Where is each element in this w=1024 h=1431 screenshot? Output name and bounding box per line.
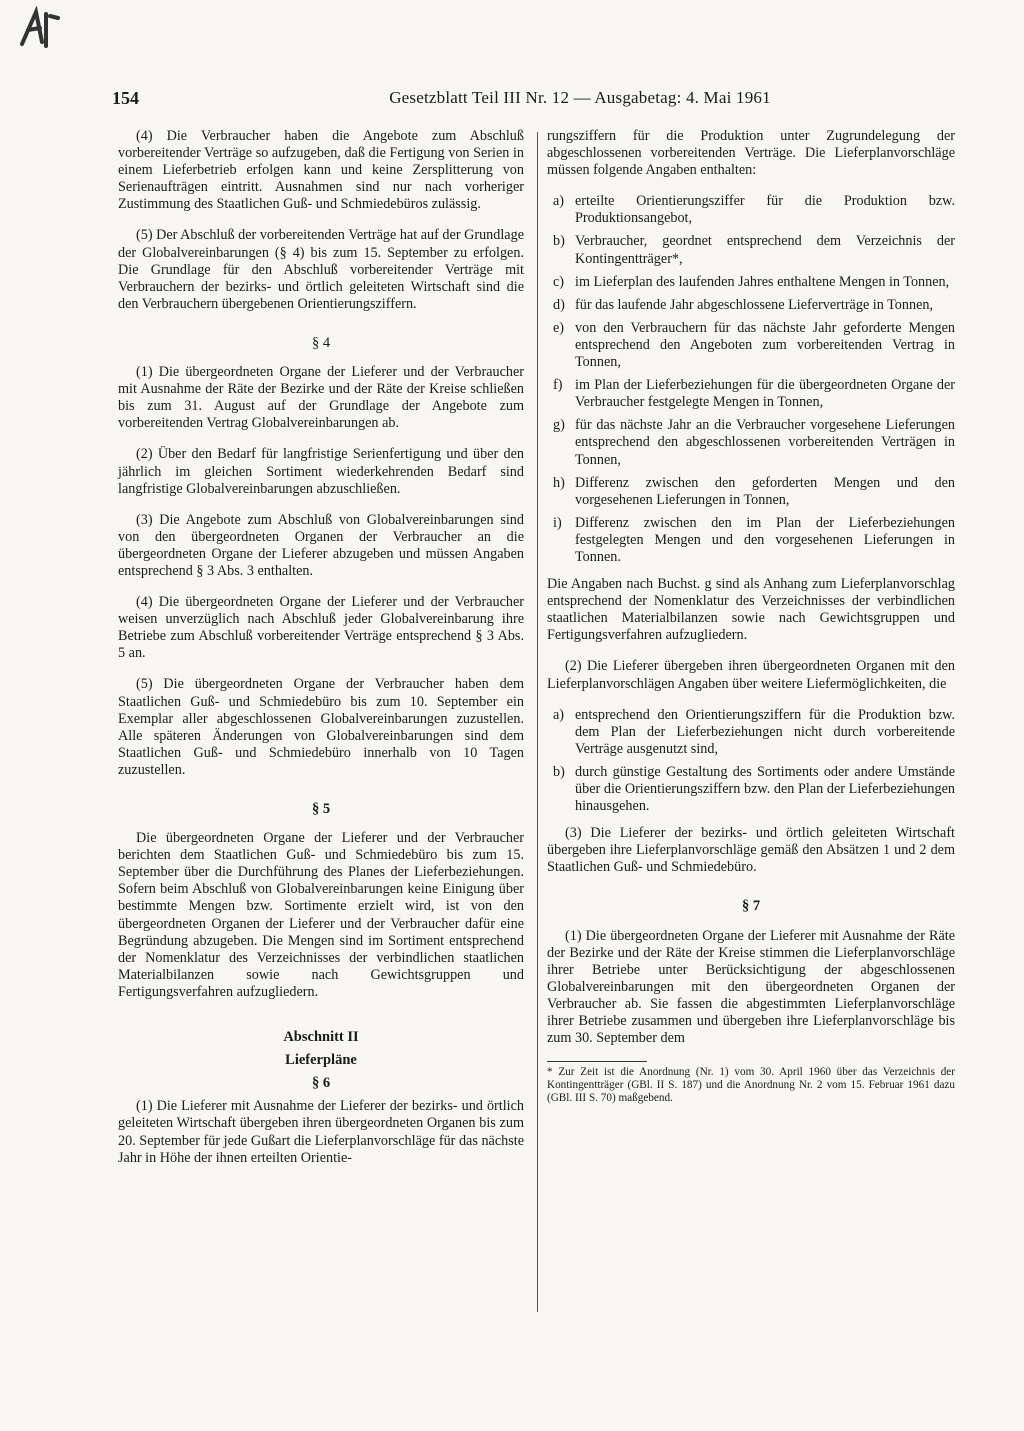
- list-text: Differenz zwischen den geforderten Mengen und den vorgesehenen Lieferungen in Tonnen,: [575, 474, 955, 508]
- list-marker: e): [553, 319, 565, 336]
- requirements-list: [547, 193, 955, 566]
- section-heading: § 6: [311, 1075, 331, 1092]
- list-text: erteilte Orientierungsziffer für die Produktion bzw. Produktionsangebot,: [575, 193, 955, 227]
- paragraph: rungsziffern für die Produktion unter Zugrundelegung der abgeschlossenen vorbereitenden Verträge. Die Lieferplanvorschläge müssen folgende Angaben enthalten:: [547, 128, 955, 179]
- list-item: [547, 764, 955, 815]
- list-text: Differenz zwischen den im Plan der Lieferbeziehungen festgelegten Mengen und den vorgesehenen Lieferungen in Tonnen.: [575, 514, 955, 565]
- paragraph: (4) Die Verbraucher haben die Angebote zum Abschluß vorbereitender Verträge so aufzugeben, daß die Fertigung von Serien in einem Lieferbetrieb erfolgen kann und keine Zersplitterung von Serienaufträgen eintritt. Ausnahmen sind nur nach vorheriger Zustimmung des Staatlichen Guß- und Schmiedebüros zulässig.: [118, 128, 524, 213]
- list-marker: h): [553, 474, 565, 491]
- section-heading: § 5: [311, 801, 331, 817]
- part-title: Lieferpläne: [285, 1052, 357, 1069]
- list-text: durch günstige Gestaltung des Sortiments oder andere Umstände über die Orientierungsziffern bzw. den Plan der Lieferbeziehungen hinausgehen.: [575, 763, 955, 815]
- list-item: [547, 193, 955, 227]
- list-text: für das nächste Jahr an die Verbraucher vorgesehene Lieferungen entsprechend den abgeschlossenen vorbereitenden Verträgen in Tonnen,: [575, 417, 955, 468]
- paragraph: (5) Die übergeordneten Organe der Verbraucher haben dem Staatlichen Guß- und Schmiedebüro bis zum 10. September ein Exemplar aller abgeschlossenen Globalvereinbarungen zuzustellen. Alle späteren Änderungen von Globalvereinbarungen sind dem Staatlichen Guß- und Schmiedebüro innerhalb von 10 Tagen zuzustellen.: [118, 676, 524, 778]
- left-column: [118, 128, 524, 1181]
- list-marker: g): [553, 417, 565, 434]
- section-heading: § 4: [311, 334, 331, 351]
- list-marker: f): [553, 377, 563, 394]
- page-number: 154: [112, 88, 139, 108]
- list-marker: c): [553, 273, 565, 290]
- paragraph: (1) Die Lieferer mit Ausnahme der Lieferer der bezirks- und örtlich geleiteten Wirtschaft übergeben ihren übergeordneten Organen bis zum 20. September für jede Gußart die Lieferplanvorschläge für das nächste Jahr in Höhe der ihnen erteilten Orientie-: [118, 1098, 524, 1166]
- paragraph: (2) Über den Bedarf für langfristige Serienfertigung und über den jährlich im gleichen Sortiment wiederkehrenden Bedarf sind langfristige Globalvereinbarungen abzuschließen.: [118, 446, 524, 497]
- paragraph: (2) Die Lieferer übergeben ihren übergeordneten Organen mit den Lieferplanvorschlägen Angaben über weitere Liefermöglichkeiten, die: [547, 658, 955, 692]
- list-text: entsprechend den Orientierungsziffern für die Produktion bzw. dem Plan der Lieferbeziehungen nicht durch vorbereitende Verträge ausgenutzt sind,: [575, 706, 955, 757]
- list-text: von den Verbrauchern für das nächste Jahr geforderte Mengen entsprechend den Angeboten zum vorbereitenden Vertrag in Tonnen,: [575, 319, 955, 371]
- list-marker: b): [553, 763, 565, 780]
- list-item: [547, 377, 955, 411]
- list-marker: d): [553, 296, 565, 313]
- right-column: [547, 128, 955, 1105]
- list-text: im Lieferplan des laufenden Jahres enthaltene Mengen in Tonnen,: [575, 273, 950, 290]
- list-item: [547, 417, 955, 468]
- paragraph: (3) Die Lieferer der bezirks- und örtlich geleiteten Wirtschaft übergeben ihre Lieferplanvorschläge gemäß den Absätzen 1 und 2 dem Staatlichen Guß- und Schmiedebüro.: [547, 825, 955, 876]
- part-heading: Abschnitt II: [283, 1029, 359, 1046]
- page-header: [110, 88, 960, 112]
- section-heading: § 7: [741, 898, 761, 915]
- options-list: [547, 707, 955, 816]
- list-item: [547, 233, 955, 267]
- list-marker: i): [553, 514, 562, 531]
- paragraph: (1) Die übergeordneten Organe der Lieferer und der Verbraucher mit Ausnahme der Räte der Bezirke und der Räte der Kreise schließen bis zum 31. August auf der Grundlage der Angebote zum vorbereitenden Vertrag Globalvereinbarungen ab.: [118, 364, 524, 432]
- list-marker: a): [553, 193, 565, 210]
- paragraph: (1) Die übergeordneten Organe der Lieferer mit Ausnahme der Räte der Bezirke und der Räte der Kreise stimmen die Lieferplanvorschläge ihrer Betriebe unter Berücksichtigung der abgeschlossenen Globalvereinbarungen mit den übergeordneten Organen der Verbraucher ab. Sie fassen die abgestimmten Lieferplanvorschläge ihrer Betriebe zusammen und übergeben ihre Lieferplanvorschläge bis zum 30. September dem: [547, 927, 955, 1047]
- list-item: [547, 475, 955, 509]
- paragraph: (4) Die übergeordneten Organe der Lieferer und der Verbraucher weisen unverzüglich nach Abschluß jeder Globalvereinbarung ihre Betriebe zum Abschluß vorbereitender Verträge entsprechend § 3 Abs. 5 an.: [118, 594, 524, 662]
- list-item: [547, 320, 955, 371]
- paragraph: (5) Der Abschluß der vorbereitenden Verträge hat auf der Grundlage der Globalvereinbarungen (§ 4) bis zum 15. September zu erfolgen. Die Grundlage für den Abschluß vorbereitender Verträge mit Verbrauchern der bezirks- und örtlich geleiteten Wirtschaft sind die den Verbrauchern übergebenen Orientierungsziffern.: [118, 227, 524, 312]
- list-item: [547, 515, 955, 566]
- footnote: * Zur Zeit ist die Anordnung (Nr. 1) vom 30. April 1960 über das Verzeichnis der Kontingentträger (GBl. II S. 187) und die Anordnung Nr. 2 vom 15. Februar 1961 dazu (GBl. III S. 70) maßgebend.: [547, 1066, 955, 1105]
- handwritten-mark-icon: [16, 6, 62, 50]
- gazette-title: Gesetzblatt Teil III Nr. 12 — Ausgabetag: 4. Mai 1961: [389, 88, 771, 107]
- footnote-divider: [547, 1061, 647, 1062]
- list-marker: a): [553, 706, 565, 723]
- paragraph: (3) Die Angebote zum Abschluß von Globalvereinbarungen sind von den übergeordneten Organen der Verbraucher an die übergeordneten Organe der Lieferer abzugeben und müssen Angaben entsprechend § 3 Abs. 3 enthalten.: [118, 511, 524, 579]
- list-text: Verbraucher, geordnet entsprechend dem Verzeichnis der Kontingentträger*,: [575, 233, 955, 267]
- list-text: für das laufende Jahr abgeschlossene Lieferverträge in Tonnen,: [575, 296, 934, 313]
- paragraph: Die übergeordneten Organe der Lieferer und der Verbraucher berichten dem Staatlichen Guß- und Schmiedebüro bis zum 15. September über die Durchführung des Planes der Lieferbeziehungen. Sofern beim Abschluß von Globalvereinbarungen keine Einigung über bestimmte Mengen bzw. Sortimente erzielt wird, ist von den übergeordneten Organen der Lieferer und der Verbraucher dafür eine Begründung abzugeben. Die Mengen sind im Sortiment entsprechend der Nomenklatur des Verzeichnisses der verbindlichen staatlichen Materialbilanzen sowie nach Gewichtsgruppen und Fertigungsverfahren aufzugliedern.: [118, 830, 524, 1000]
- list-text: im Plan der Lieferbeziehungen für die übergeordneten Organe der Verbraucher festgelegte Mengen in Tonnen,: [575, 377, 955, 411]
- list-item: [547, 297, 955, 314]
- list-marker: b): [553, 233, 565, 250]
- paragraph: Die Angaben nach Buchst. g sind als Anhang zum Lieferplanvorschlag entsprechend der Nomenklatur des Verzeichnisses der verbindlichen staatlichen Materialbilanzen sowie nach Gewichtsgruppen und Fertigungsverfahren aufzugliedern.: [547, 576, 955, 644]
- list-item: [547, 274, 955, 291]
- list-item: [547, 707, 955, 758]
